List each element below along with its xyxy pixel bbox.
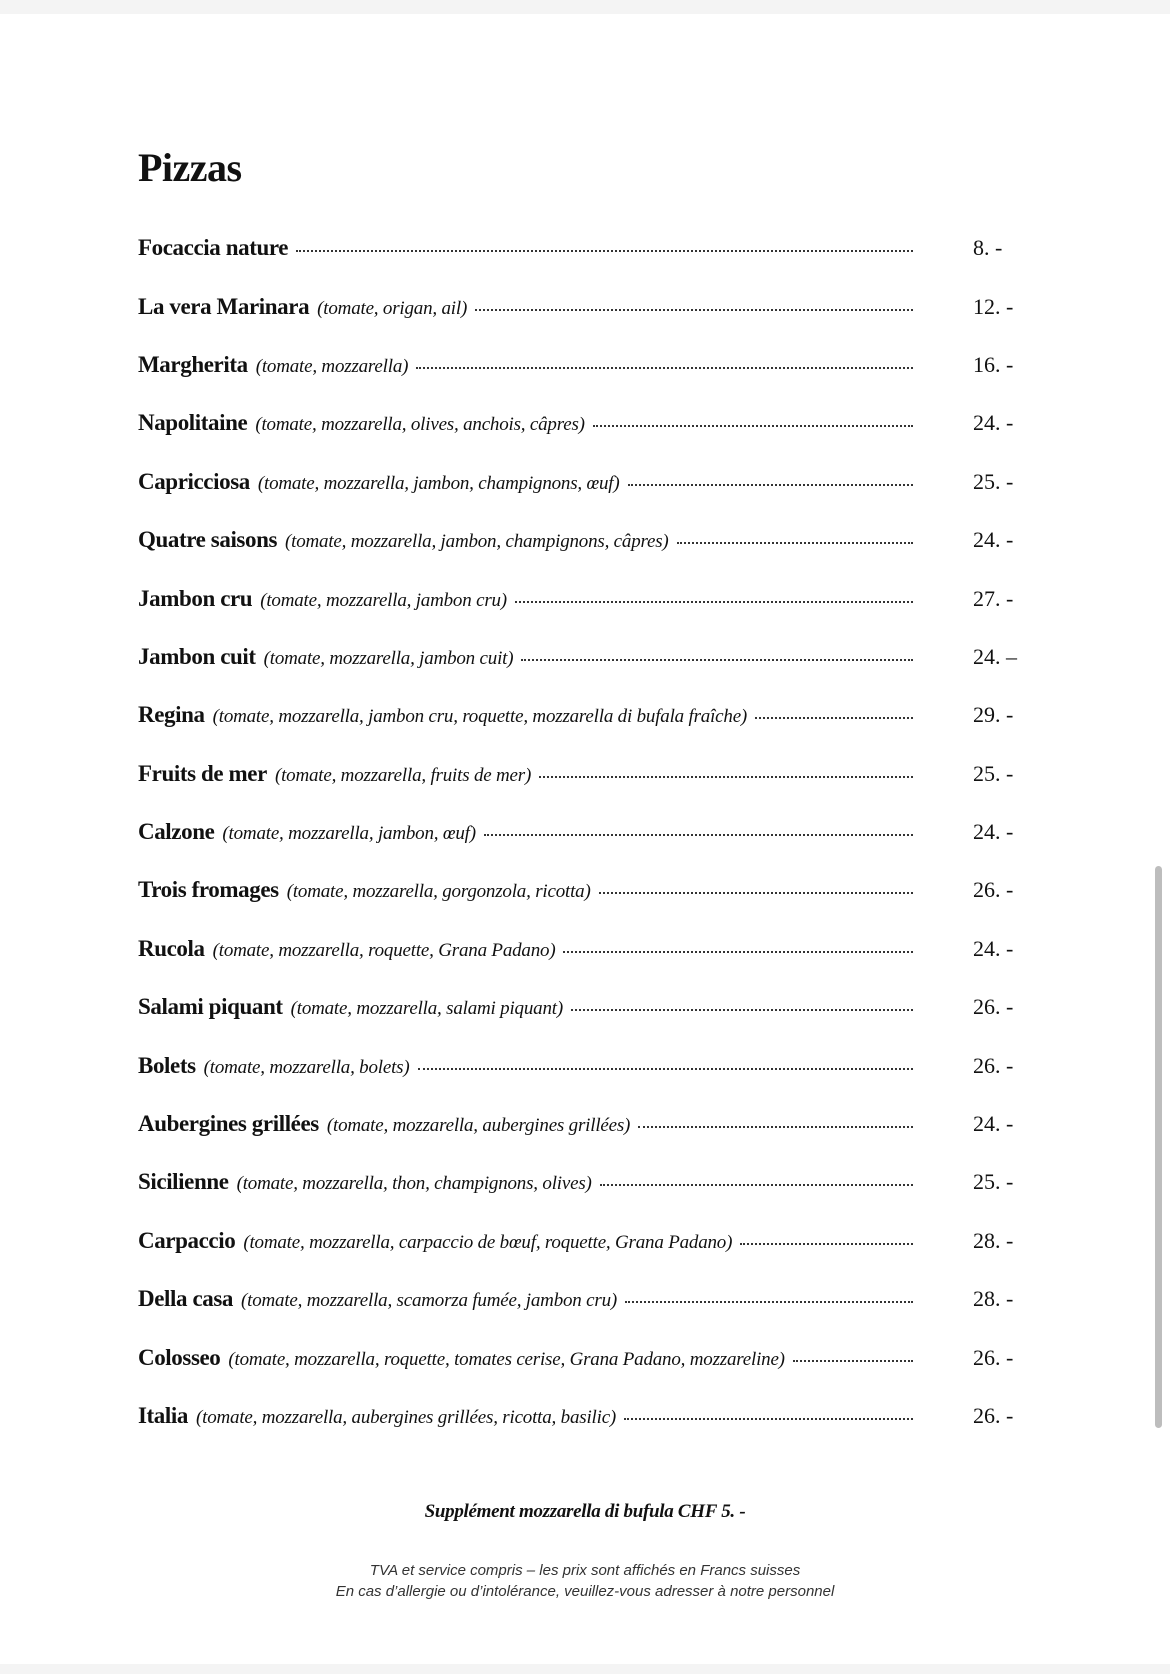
dot-leader (571, 1008, 913, 1011)
menu-item-text (138, 1228, 913, 1254)
dot-leader (740, 1242, 913, 1245)
dot-leader (515, 600, 913, 603)
menu-item (138, 978, 1028, 1036)
pizza-list (138, 219, 1028, 1445)
menu-item-text (138, 1169, 913, 1195)
dot-leader (599, 891, 913, 894)
menu-item-text (138, 761, 913, 787)
menu-item-price: 28. - (973, 1227, 1014, 1253)
menu-item-name: Capricciosa (138, 468, 250, 494)
menu-item (138, 920, 1028, 978)
menu-item-price: 24. – (973, 643, 1017, 669)
dot-leader (600, 1183, 913, 1186)
menu-item-name: Carpaccio (138, 1227, 236, 1253)
menu-item-text (138, 235, 913, 261)
dot-leader (625, 1300, 913, 1303)
menu-item (138, 1212, 1028, 1270)
menu-item-name: Bolets (138, 1052, 196, 1078)
dot-leader (521, 658, 913, 661)
menu-item-price: 26. - (973, 877, 1014, 903)
menu-item-text (138, 1053, 913, 1079)
menu-item-price: 25. - (973, 1169, 1014, 1195)
dot-leader (418, 1067, 914, 1070)
menu-item-text (138, 644, 913, 670)
menu-item-price: 24. - (973, 935, 1014, 961)
vertical-scrollbar[interactable] (1155, 866, 1162, 1428)
menu-item-name: Margherita (138, 351, 248, 377)
menu-item-name: La vera Marinara (138, 293, 310, 319)
menu-item-ingredients: (tomate, mozzarella, jambon, champignons, œuf) (257, 472, 620, 494)
menu-item-text (138, 994, 913, 1020)
menu-item (138, 1036, 1028, 1094)
menu-item (138, 511, 1028, 569)
menu-item-ingredients: (tomate, mozzarella, gorgonzola, ricotta) (286, 881, 591, 903)
dot-leader (416, 366, 913, 369)
menu-item-ingredients: (tomate, mozzarella, jambon, champignons, câpres) (285, 531, 669, 553)
menu-item-price: 24. - (973, 819, 1014, 845)
menu-item-name: Focaccia nature (138, 235, 289, 261)
menu-item-ingredients: (tomate, mozzarella, aubergines grillées, ricotta, basilic) (196, 1407, 617, 1428)
menu-item-text (138, 1111, 913, 1137)
dot-leader (296, 249, 913, 252)
dot-leader (793, 1359, 913, 1362)
menu-item-price: 28. - (973, 1286, 1014, 1312)
menu-item-ingredients: (tomate, mozzarella, olives, anchois, câpres) (255, 414, 585, 436)
menu-item-ingredients: (tomate, mozzarella, roquette, tomates cerise, Grana Padano, mozzareline) (228, 1348, 785, 1370)
menu-item-price: 26. - (973, 1052, 1014, 1078)
menu-item (138, 745, 1028, 803)
menu-item-ingredients: (tomate, mozzarella, roquette, Grana Padano) (212, 939, 556, 961)
menu-item-name: Trois fromages (138, 877, 279, 903)
menu-item-price: 16. - (973, 351, 1014, 377)
menu-item-price: 26. - (973, 1344, 1014, 1370)
dot-leader (624, 1417, 913, 1420)
menu-item-text (138, 586, 913, 612)
menu-item (138, 219, 1028, 277)
menu-item (138, 336, 1028, 394)
menu-item-name: Jambon cru (138, 585, 253, 611)
menu-page (0, 14, 1170, 1664)
menu-item-ingredients: (tomate, mozzarella, aubergines grillées) (326, 1115, 631, 1137)
menu-item (138, 1153, 1028, 1211)
menu-item-ingredients: (tomate, mozzarella, jambon cru, roquette, mozzarella di bufala fraîche) (212, 706, 748, 728)
menu-item-price: 26. - (973, 1403, 1014, 1428)
menu-item-text (138, 294, 913, 320)
menu-item-name: Regina (138, 702, 205, 728)
menu-item (138, 569, 1028, 627)
menu-item-name: Sicilienne (138, 1169, 229, 1195)
menu-item-ingredients: (tomate, mozzarella, bolets) (203, 1056, 410, 1078)
page-title: Pizzas (138, 145, 242, 190)
dot-leader (755, 716, 913, 719)
menu-item-text (138, 1403, 913, 1429)
menu-item-price: 8. - (973, 235, 1003, 261)
menu-item-text (138, 469, 913, 495)
dot-leader (593, 424, 913, 427)
menu-item-name: Italia (138, 1403, 188, 1428)
menu-item-text (138, 877, 913, 903)
menu-item-ingredients: (tomate, mozzarella, thon, champignons, olives) (236, 1173, 592, 1195)
dot-leader (563, 950, 913, 953)
menu-item-text (138, 410, 913, 436)
menu-item-text (138, 1286, 913, 1312)
menu-item-text (138, 936, 913, 962)
menu-item-price: 12. - (973, 293, 1014, 319)
menu-item (138, 628, 1028, 686)
menu-item-name: Fruits de mer (138, 760, 267, 786)
menu-item-price: 25. - (973, 760, 1014, 786)
menu-item-text (138, 819, 913, 845)
menu-item-price: 24. - (973, 1111, 1014, 1137)
menu-item-price: 24. - (973, 410, 1014, 436)
menu-item-ingredients: (tomate, mozzarella, carpaccio de bœuf, roquette, Grana Padano) (243, 1231, 733, 1253)
menu-item (138, 1270, 1028, 1328)
dot-leader (628, 483, 914, 486)
footer-tax-note: TVA et service compris – les prix sont affichés en Francs suisses (369, 1562, 801, 1579)
menu-item (138, 1387, 1028, 1445)
menu-item-name: Colosseo (138, 1344, 221, 1370)
dot-leader (475, 308, 913, 311)
dot-leader (677, 541, 913, 544)
menu-item-ingredients: (tomate, mozzarella, jambon, œuf) (222, 823, 476, 845)
dot-leader (638, 1125, 913, 1128)
menu-item-ingredients: (tomate, mozzarella) (255, 355, 409, 377)
menu-item-name: Della casa (138, 1286, 234, 1312)
menu-item (138, 686, 1028, 744)
menu-item-ingredients: (tomate, mozzarella, scamorza fumée, jambon cru) (241, 1290, 618, 1312)
footer-allergy-note: En cas d’allergie ou d’intolérance, veuillez-vous adresser à notre personnel (335, 1583, 835, 1600)
dot-leader (484, 833, 913, 836)
menu-item (138, 861, 1028, 919)
menu-item (138, 453, 1028, 511)
menu-item-name: Aubergines grillées (138, 1111, 319, 1137)
dot-leader (539, 775, 913, 778)
menu-item (138, 1328, 1028, 1386)
menu-item-text (138, 1345, 913, 1371)
menu-item-ingredients: (tomate, mozzarella, jambon cuit) (263, 647, 514, 669)
menu-item-text (138, 352, 913, 378)
menu-item-ingredients: (tomate, mozzarella, fruits de mer) (274, 764, 532, 786)
menu-item-name: Quatre saisons (138, 527, 278, 553)
supplement-note: Supplément mozzarella di bufula CHF 5. - (424, 1501, 746, 1522)
menu-item-name: Jambon cuit (138, 643, 256, 669)
menu-item-name: Napolitaine (138, 410, 248, 436)
menu-item-price: 29. - (973, 702, 1014, 728)
menu-item-ingredients: (tomate, mozzarella, salami piquant) (290, 998, 563, 1020)
menu-item-text (138, 702, 913, 728)
menu-item-ingredients: (tomate, origan, ail) (317, 297, 468, 319)
menu-item-price: 25. - (973, 468, 1014, 494)
menu-item-text (138, 527, 913, 553)
menu-item-price: 26. - (973, 994, 1014, 1020)
menu-item (138, 803, 1028, 861)
footer (0, 1560, 1170, 1602)
menu-item-name: Salami piquant (138, 994, 283, 1020)
menu-item-ingredients: (tomate, mozzarella, jambon cru) (260, 589, 507, 611)
menu-item (138, 394, 1028, 452)
menu-item-name: Calzone (138, 819, 215, 845)
menu-item-price: 24. - (973, 527, 1014, 553)
menu-item-price: 27. - (973, 585, 1014, 611)
menu-item (138, 277, 1028, 335)
menu-item (138, 1095, 1028, 1153)
menu-item-name: Rucola (138, 935, 205, 961)
